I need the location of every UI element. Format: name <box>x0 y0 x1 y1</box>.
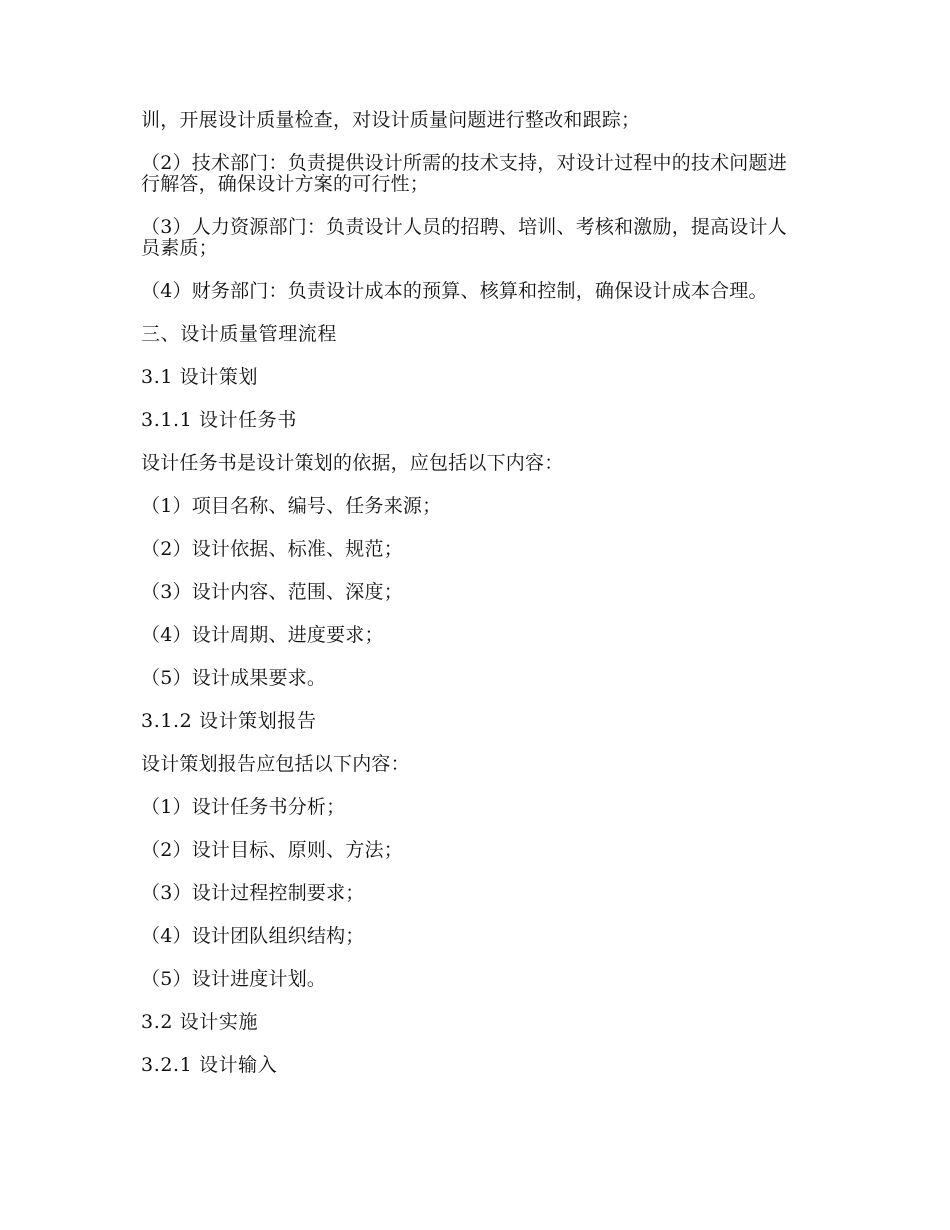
list-item: （1）项目名称、编号、任务来源； <box>141 495 442 517</box>
section-heading-3-1: 3.1 设计策划 <box>141 366 259 388</box>
section-heading-3-2: 3.2 设计实施 <box>141 1011 259 1033</box>
list-item: （2）设计目标、原则、方法； <box>141 839 403 861</box>
paragraph-task-book-intro: 设计任务书是设计策划的依据，应包括以下内容： <box>141 452 564 474</box>
list-item: （2）设计依据、标准、规范； <box>141 538 403 560</box>
list-item: （4）设计周期、进度要求； <box>141 624 384 646</box>
list-item: （5）设计进度计划。 <box>141 968 327 990</box>
section-heading-3: 三、设计质量管理流程 <box>141 323 338 345</box>
list-item: （5）设计成果要求。 <box>141 667 327 689</box>
paragraph-technical-department: （2）技术部门：负责提供设计所需的技术支持，对设计过程中的技术问题进行解答，确保设计方案的可行性； <box>141 152 787 195</box>
list-item: （4）设计团队组织结构； <box>141 925 365 947</box>
list-item: （1）设计任务书分析； <box>141 796 346 818</box>
paragraph-continued-training: 训，开展设计质量检查，对设计质量问题进行整改和跟踪； <box>141 109 641 131</box>
list-item: （3）设计内容、范围、深度； <box>141 581 403 603</box>
paragraph-finance-department: （4）财务部门：负责设计成本的预算、核算和控制，确保设计成本合理。 <box>141 280 768 302</box>
document-body <box>141 110 809 1098</box>
paragraph-planning-report-intro: 设计策划报告应包括以下内容： <box>141 753 410 775</box>
section-heading-3-1-1: 3.1.1 设计任务书 <box>141 409 297 431</box>
list-item: （3）设计过程控制要求； <box>141 882 365 904</box>
section-heading-3-1-2: 3.1.2 设计策划报告 <box>141 710 317 732</box>
section-heading-3-2-1: 3.2.1 设计输入 <box>141 1054 278 1076</box>
paragraph-hr-department: （3）人力资源部门：负责设计人员的招聘、培训、考核和激励，提高设计人员素质； <box>141 216 787 259</box>
